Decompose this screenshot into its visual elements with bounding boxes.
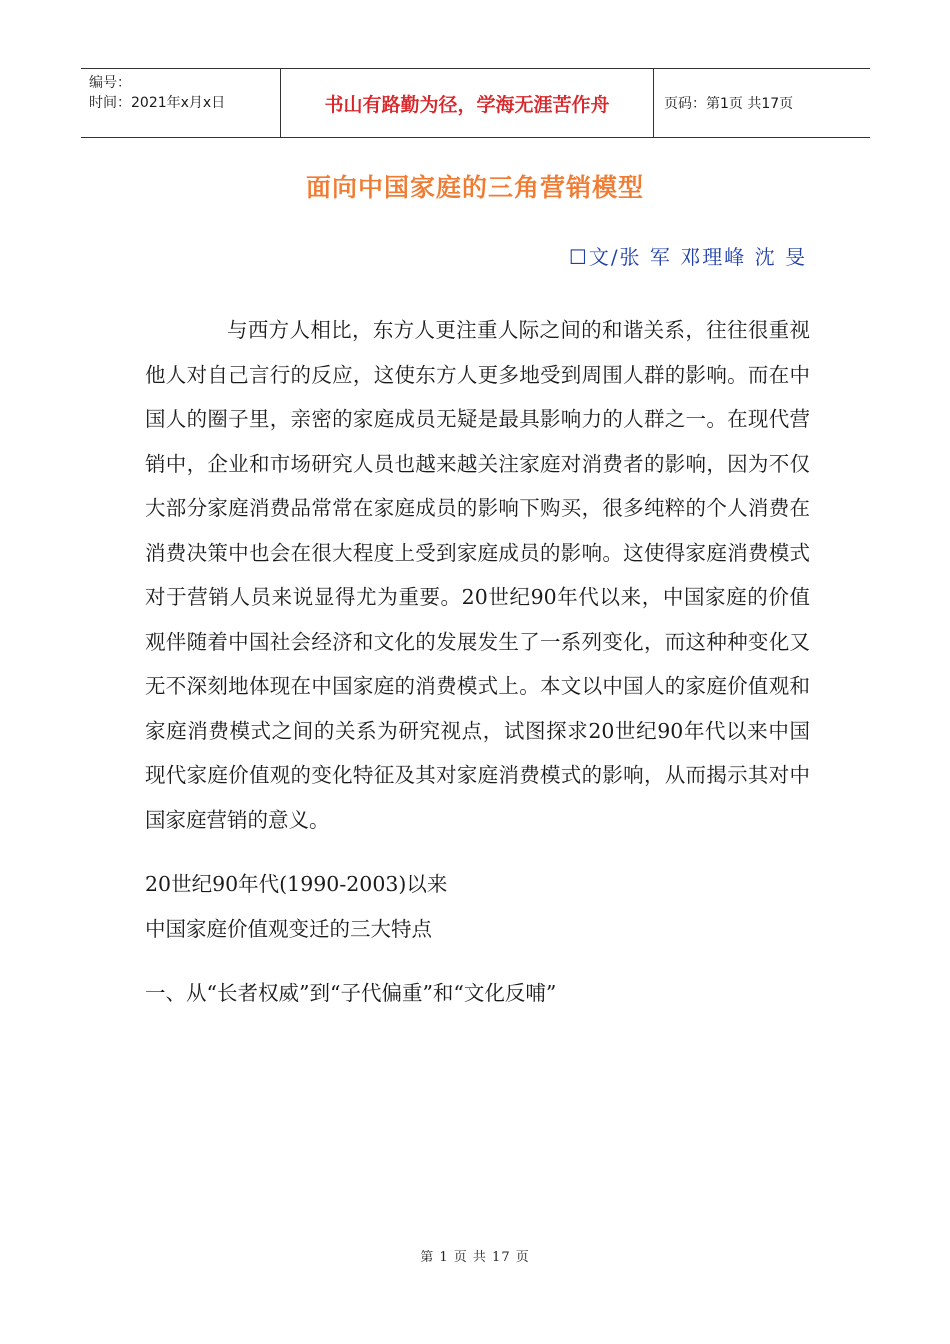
header-motto-cell: [281, 69, 654, 137]
section-heading-line-1: 20世纪90年代(1990-2003)以来: [145, 872, 448, 896]
header-motto: 书山有路勤为径，学海无涯苦作舟: [324, 93, 610, 116]
document-date-label: 时间：2021年x月x日: [89, 95, 226, 111]
header-page-cell: [654, 69, 870, 137]
header-table: [81, 68, 870, 138]
intro-paragraph: 与西方人相比，东方人更注重人际之间的和谐关系，往往很重视他人对自己言行的反应，这使东方人更多地受到周围人群的影响。而在中国人的圈子里，亲密的家庭成员无疑是最具影响力的人群之一。在现代营销中，企业和市场研究人员也越来越关注家庭对消费者的影响，因为不仅大部分家庭消费品常常在家庭成员的影响下购买，很多纯粹的个人消费在消费决策中也会在很大程度上受到家庭成员的影响。这使得家庭消费模式对于营销人员来说显得尤为重要。20世纪90年代以来，中国家庭的价值观伴随着中国社会经济和文化的发展发生了一系列变化，而这种种变化又无不深刻地体现在中国家庭的消费模式上。本文以中国人的家庭价值观和家庭消费模式之间的关系为研究视点，试图探求20世纪90年代以来中国现代家庭价值观的变化特征及其对家庭消费模式的影响，从而揭示其对中国家庭营销的意义。: [145, 318, 810, 832]
document-title: 面向中国家庭的三角营销模型: [305, 173, 644, 202]
document-body: [145, 308, 810, 1016]
page-footer: 第 1 页 共 17 页: [420, 1250, 530, 1265]
document-number-label: 编号：: [89, 75, 131, 91]
section-heading-line-2: 中国家庭价值观变迁的三大特点: [145, 916, 432, 941]
header-page-info: 页码：第1页 共17页: [664, 96, 794, 112]
header-meta-cell: [81, 69, 281, 137]
author-byline: ☐文/张 军 邓理峰 沈 旻: [568, 245, 807, 269]
subsection-heading: 一、从“长者权威”到“子代偏重”和“文化反哺”: [145, 981, 557, 1005]
